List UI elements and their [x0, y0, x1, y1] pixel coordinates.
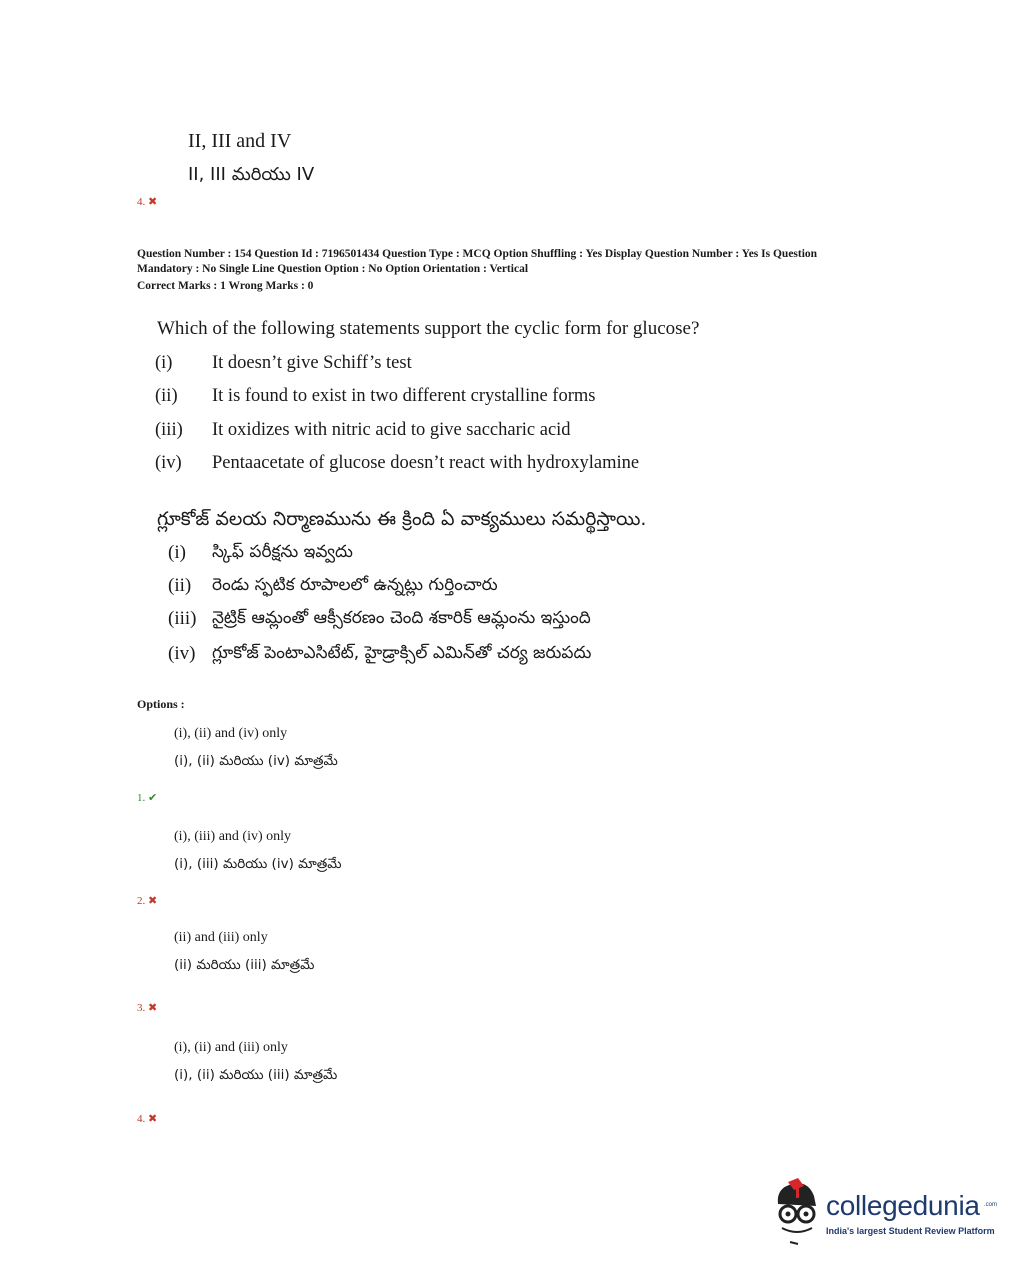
- option-2-te: (i), (iii) మరియు (iv) మాత్రమే: [174, 856, 342, 872]
- previous-option-mark: 4. ✖: [137, 196, 158, 208]
- wrong-icon: ✖: [148, 196, 158, 208]
- question-meta: [137, 247, 897, 294]
- collegedunia-logo[interactable]: [768, 1176, 998, 1248]
- wrong-icon: ✖: [148, 895, 158, 907]
- option-1-te: (i), (ii) మరియు (iv) మాత్రమే: [174, 753, 338, 769]
- logo-wordmark: collegedunia: [826, 1190, 980, 1221]
- logo-tagline: India's largest Student Review Platform: [826, 1226, 995, 1236]
- meta-line-2: Mandatory : No Single Line Question Option : No Option Orientation : Vertical: [137, 263, 529, 275]
- wrong-icon: ✖: [148, 1113, 158, 1125]
- statement-te: (iii) నైట్రిక్ ఆమ్లంతో ఆక్సీకరణం చెంది శకారిక్ ఆమ్లంను ఇస్తుంది: [168, 608, 591, 629]
- logo-domain: .com: [984, 1202, 998, 1208]
- statement-te: (iv) గ్లూకోజ్ పెంటాఎసిటేట్, హైడ్రాక్సిల్ ఎమిన్‌తో చర్య జరుపదు: [168, 643, 592, 664]
- statement-en: (ii) It is found to exist in two different crystalline forms: [155, 386, 596, 406]
- option-4-en: (i), (ii) and (iii) only: [174, 1040, 288, 1055]
- option-4-mark: 4. ✖: [137, 1113, 158, 1125]
- statement-en: (iii) It oxidizes with nitric acid to give saccharic acid: [155, 420, 571, 440]
- option-4-te: (i), (ii) మరియు (iii) మాత్రమే: [174, 1067, 338, 1083]
- option-1-en: (i), (ii) and (iv) only: [174, 726, 288, 741]
- option-2-mark: 2. ✖: [137, 895, 158, 907]
- statement-en: (iv) Pentaacetate of glucose doesn’t react with hydroxylamine: [155, 453, 640, 473]
- option-1-mark: 1. ✔: [137, 792, 158, 804]
- option-3-en: (ii) and (iii) only: [174, 930, 268, 945]
- previous-option-en: II, III and IV: [188, 130, 292, 152]
- option-3-te: (ii) మరియు (iii) మాత్రమే: [174, 957, 315, 973]
- option-2-en: (i), (iii) and (iv) only: [174, 829, 292, 844]
- statement-en: (i) It doesn’t give Schiff’s test: [155, 353, 412, 373]
- wrong-icon: ✖: [148, 1002, 158, 1014]
- statement-te: (ii) రెండు స్ఫటిక రూపాలలో ఉన్నట్లు గుర్తించారు: [168, 575, 498, 596]
- options-label: Options :: [137, 697, 185, 711]
- statement-te: (i) స్కిఫ్ పరీక్షను ఇవ్వదు: [168, 542, 353, 563]
- meta-line-3: Correct Marks : 1 Wrong Marks : 0: [137, 280, 314, 292]
- previous-option-te: II, III మరియు IV: [188, 164, 315, 185]
- correct-check-icon: ✔: [148, 792, 158, 804]
- option-3-mark: 3. ✖: [137, 1002, 158, 1014]
- mascot-icon: [768, 1176, 824, 1248]
- meta-line-1: Question Number : 154 Question Id : 7196501434 Question Type : MCQ Option Shuffling : Yes Display Question Number : Yes Is Question: [137, 248, 818, 260]
- question-text-te: గ్లూకోజ్ వలయ నిర్మాణమును ఈ క్రింది ఏ వాక్యములు సమర్థిస్తాయి.: [157, 508, 647, 530]
- question-text-en: Which of the following statements support the cyclic form for glucose?: [157, 318, 700, 339]
